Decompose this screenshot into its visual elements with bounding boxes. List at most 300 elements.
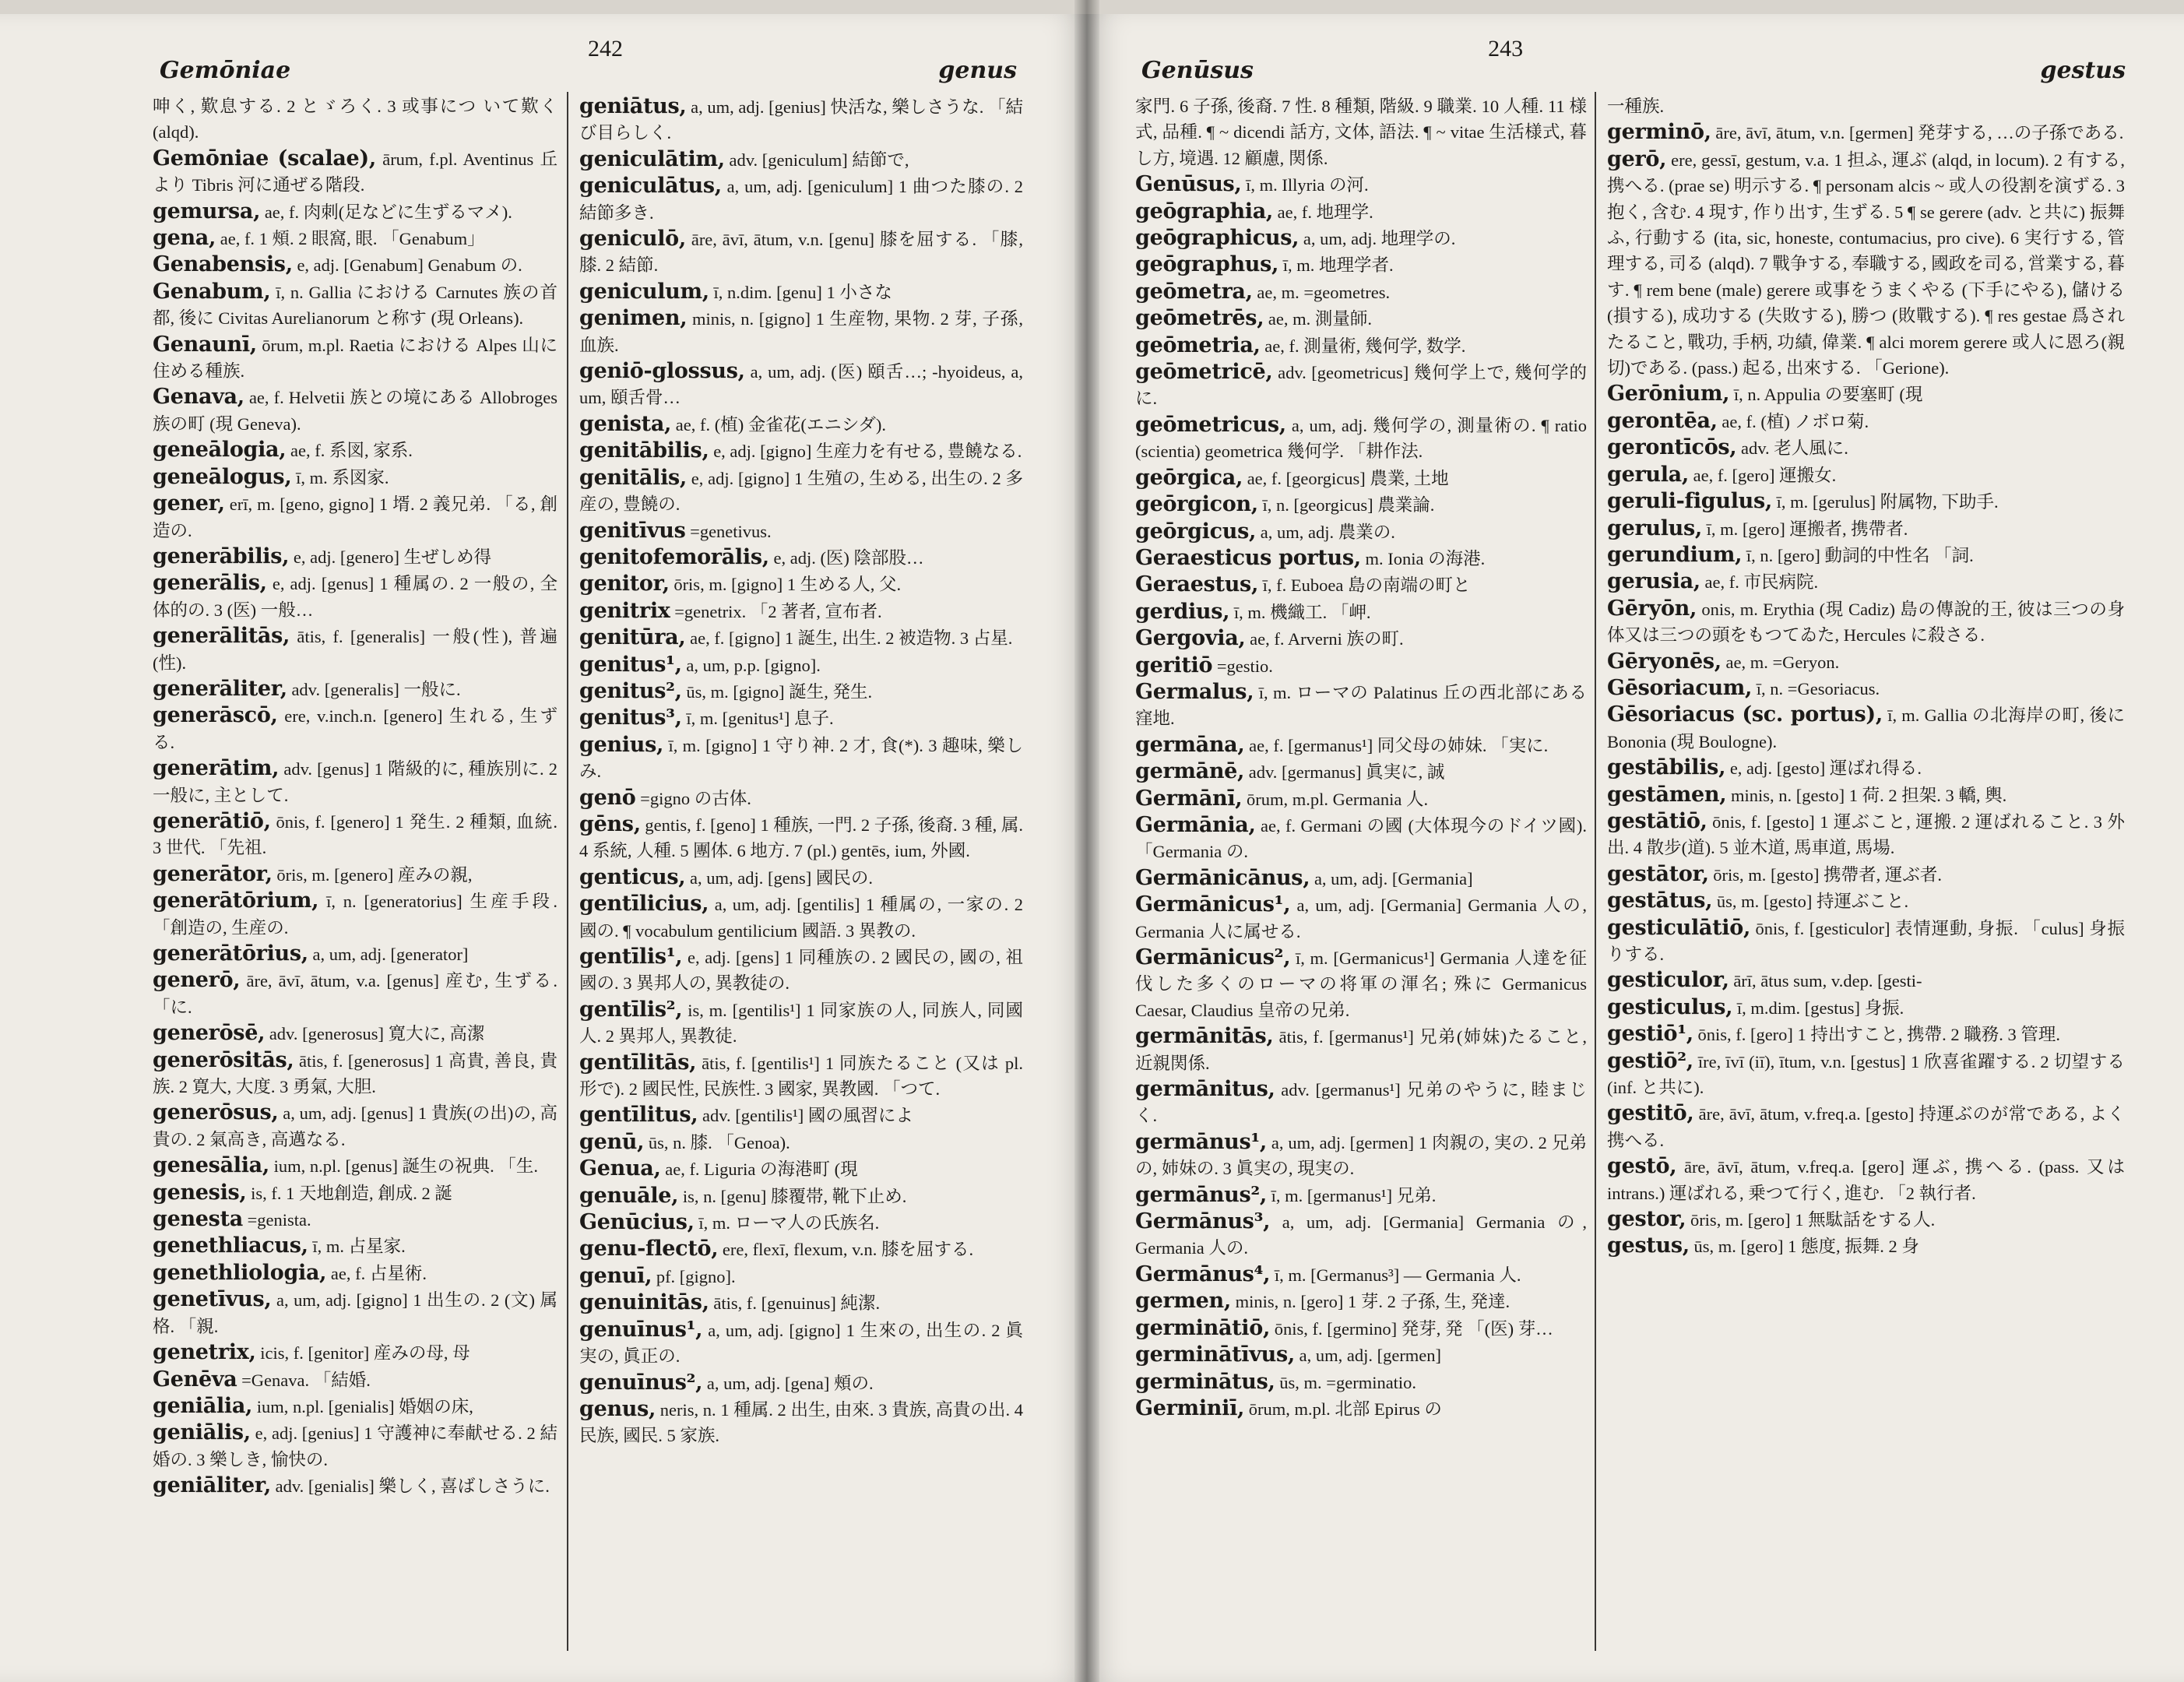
dictionary-entry [153,1473,557,1499]
dictionary-entry [153,437,557,463]
entry-headword: gesticulus, [1607,994,1733,1019]
entry-definition: ī, m. Gallia の北海岸の町, 後に Bononia (現 Boulogne). [1607,706,2125,751]
entry-definition: ere, v.inch.n. [genero] 生れる, 生ずる. [153,706,557,752]
dictionary-entry [1135,892,1587,945]
dictionary-entry [1135,625,1587,652]
entry-definition: minis, n. [gigno] 1 生産物, 果物. 2 芽, 子孫, 血族. [579,309,1023,355]
entry-headword: generōsus, [153,1100,279,1125]
entry-definition: =genista. [247,1210,311,1230]
entry-definition: īre, īvī (iī), ītum, v.n. [gestus] 1 欣喜雀躍する. 2 切望する (inf. と共に). [1607,1051,2125,1098]
page-number: 242 [588,36,624,62]
entry-definition: a, um, adj. [genius] 快活な, 樂しさうな. 「結び目らしく. [579,97,1023,143]
entry-headword: geōgraphia, [1135,199,1274,223]
dictionary-entry [1135,93,1587,171]
entry-headword: geōgraphus, [1135,252,1279,277]
entry-headword: geniāliter, [153,1473,271,1498]
entry-headword: gentīlis¹, [579,945,683,969]
entry-definition: ī, m. [gerulus] 附属物, 下助手. [1776,492,1999,512]
dictionary-entry [1135,545,1587,572]
entry-definition: ae, f. Arverni 族の町. [1250,629,1404,649]
entry-definition: ātis, f. [germanus¹] 兄弟(姉妹)たること, 近親関係. [1135,1027,1587,1073]
entry-headword: Germānia, [1135,812,1256,837]
dictionary-entry [153,332,557,385]
dictionary-entry [153,464,557,491]
entry-definition: a, um, adj. [Germania] [1314,868,1473,889]
dictionary-entry [1607,755,2125,781]
entry-definition: ōnis, f. [gesticulor] 表情運動, 身振. 「culus] 身振りする. [1607,918,2125,964]
dictionary-entry [579,678,1023,705]
entry-headword: genitor, [579,572,670,596]
dictionary-entry [153,888,557,941]
entry-definition: a, um, adj. [geniculum] 1 曲つた膝の. 2 結節多き. [579,177,1023,223]
entry-definition: ī, n. [georgicus] 農業論. [1262,495,1435,516]
entry-definition: 家門. 6 子孫, 後裔. 7 性. 8 種類, 階級. 9 職業. 10 人種. 11 様式, 品種. ¶ ~ dicendi 話方, 文体, 語法. ¶ ~ vitae 生活様式, 暮し方, 境遇. 12 顧慮, 関係. [1135,97,1587,168]
entry-definition: ātis, f. [generalis] 一般(性), 普遍(性). [153,627,557,673]
entry-definition: ere, gessī, gestum, v.a. 1 担ふ, 運ぶ (alqd, in locum). 2 有する, 携へる. (prae se) 明示する. ¶ personam alcis ~ 或人の役割を演ずる. 3 抱く, 含む. 4 現す, 作り出す, 生ずる. 5 ¶ se gerere (adv. と共に) 振舞ふ, 行動する (ita, sic, honeste, contumacius, pro cive). 6 実行する, 管理する, 司る (alqd). 7 戰争する, 奉職する, 國政を司る, 営業する, 暮す. ¶ rem bene (male) gerere 或事をうまくやる (下手にやる), 儲ける (損する), 成功する (失敗する), 勝つ (敗戰する). ¶ res gestae 爲されたること, 戰功, 手柄, 功績, 偉業. ¶ alci morem gerere 或人に恩ろ(親切)である. (pass.) 起る, 出來する. 「Gerione). [1607,150,2125,378]
entry-headword: generātiō, [153,808,271,833]
dictionary-entry [1135,812,1587,865]
dictionary-entry [579,1129,1023,1156]
dictionary-entry [1607,967,2125,994]
entry-headword: gerundium, [1607,542,1743,567]
entry-headword: genitus³, [579,706,682,730]
entry-headword: gesticulātiō, [1607,915,1751,940]
entry-headword: genesālia, [153,1153,269,1178]
entry-definition: e, adj. [genius] 1 守護神に奉献せる. 2 結婚の. 3 樂しき, 愉快の. [153,1423,557,1469]
entry-headword: generōsē, [153,1021,266,1046]
dictionary-entry [579,1290,1023,1316]
dictionary-entry [1135,653,1587,679]
dictionary-entry [579,864,1023,891]
guide-word-right: gestus [2040,57,2126,84]
dictionary-entry [1607,808,2125,861]
entry-headword: Geraesticus portus, [1135,545,1361,570]
entry-headword: generōsitās, [153,1047,294,1072]
dictionary-entry [1135,519,1587,545]
dictionary-entry [1607,119,2125,146]
entry-headword: geneālogus, [153,464,292,489]
entry-headword: genuāle, [579,1183,679,1208]
entry-definition: ae, f. 系図, 家系. [290,441,413,461]
entry-definition: ōris, m. [genero] 産みの親, [276,864,473,885]
entry-headword: geōmetra, [1135,279,1253,304]
dictionary-entry [153,676,557,702]
entry-headword: geniculātim, [579,146,725,171]
entry-headword: gestō, [1607,1154,1677,1179]
entry-definition: ae, f. Liguria の海港町 (現 [665,1159,858,1180]
dictionary-entry [1135,758,1587,785]
dictionary-entry [153,146,557,199]
entry-headword: geōmetricus, [1135,412,1286,437]
entry-definition: ī, n. Appulia の要塞町 (現 [1733,385,1923,405]
entry-headword: genitus¹, [579,652,682,677]
dictionary-entry [579,93,1023,146]
entry-definition: a, um, p.p. [gigno]. [686,655,821,675]
entry-headword: germinātiō, [1135,1315,1271,1340]
dictionary-entry [1135,1369,1587,1395]
dictionary-entry [1607,675,2125,702]
dictionary-entry [579,1102,1023,1128]
entry-headword: generālis, [153,571,267,596]
entry-definition: a, um, adj. [gena] 頰の. [706,1373,874,1393]
dictionary-entry [1607,1153,2125,1206]
dictionary-entry [579,544,1023,571]
entry-headword: geniculō, [579,227,686,252]
entry-definition: ī, m. 占星家. [312,1237,406,1257]
entry-definition: a, um, adj. 農業の. [1260,522,1395,542]
dictionary-entry [579,1317,1023,1370]
entry-headword: genō [579,785,636,810]
entry-headword: gestitō, [1607,1101,1694,1126]
entry-definition: =gigno の古体. [640,788,751,808]
dictionary-entry [153,1286,557,1339]
entry-headword: genius, [579,732,664,757]
entry-definition: adv. [gentilis¹] 國の風習によ [702,1106,913,1126]
entry-definition: minis, n. [gero] 1 芽. 2 子孫, 生, 発達. [1235,1292,1511,1312]
entry-headword: Germānus³, [1135,1209,1271,1234]
entry-definition: neris, n. 1 種属. 2 出生, 由來. 3 貴族, 高貴の出. 4 民族, 國民. 5 家族. [579,1399,1023,1446]
entry-headword: gerulus, [1607,516,1703,540]
entry-headword: Genabensis, [153,252,293,277]
dictionary-entry [1135,1076,1587,1129]
entry-headword: Gemōniae (scalae), [153,146,376,171]
dictionary-entry [153,967,557,1020]
entry-headword: germinātus, [1135,1369,1275,1394]
entry-headword: genimen, [579,306,688,331]
dictionary-entry [1135,572,1587,598]
entry-headword: Gēryōn, [1607,596,1697,621]
entry-definition: ae, m. 測量師. [1268,309,1373,329]
entry-headword: Gēsoriacus (sc. portus), [1607,702,1883,727]
entry-definition: ae, f. 市民病院. [1704,572,1819,593]
entry-headword: geōgraphicus, [1135,226,1299,251]
entry-headword: Genēva [153,1367,237,1392]
entry-definition: a, um, adj. [gigno] 1 出生の. 2 (文) 属格. 「親. [153,1290,557,1336]
dictionary-entry [153,1206,557,1233]
entry-definition: ī, m. 地理学者. [1282,255,1394,276]
dictionary-entry [579,732,1023,785]
dictionary-entry [579,997,1023,1050]
entry-headword: generāscō, [153,703,278,728]
dictionary-entry [1135,865,1587,892]
entry-headword: gestābilis, [1607,755,1726,780]
entry-headword: generō, [153,968,241,993]
entry-headword: Germiniī, [1135,1395,1245,1420]
entry-definition: e, adj. [genus] 1 種属の. 2 一般の, 全体的の. 3 (医) 一般… [153,574,557,620]
right-page-header [1141,30,2126,84]
dictionary-entry [1135,359,1587,412]
entry-headword: generābilis, [153,544,290,568]
entry-definition: ī, m. [Germanus³] — Germania 人. [1274,1265,1521,1285]
entry-definition: is, n. [genu] 膝覆帯, 靴下止め. [682,1186,907,1206]
dictionary-entry [1135,1342,1587,1368]
entry-definition: ī, n.dim. [genu] 1 小さな [713,282,892,302]
dictionary-entry [1607,381,2125,407]
entry-headword: generātōrius, [153,941,308,966]
dictionary-entry [1607,596,2125,649]
entry-definition: e, adj. [genero] 生ぜしめ得 [293,547,492,567]
dictionary-entry [1135,333,1587,359]
dictionary-entry [579,1156,1023,1182]
dictionary-entry [579,1370,1023,1396]
dictionary-entry [579,785,1023,811]
entry-headword: genitābilis, [579,438,709,463]
entry-definition: =genetivus. [690,521,772,541]
entry-definition: ōnis, f. [genero] 1 発生. 2 種類, 血統. 3 世代. 「先祖. [153,811,557,858]
entry-definition: a, um, adj. 幾何学の, 測量術の. ¶ ratio (scientia) geometrica 幾何学. 「耕作法. [1135,415,1587,462]
dictionary-entry [153,279,557,332]
entry-headword: genitrix [579,598,670,623]
entry-definition: gentis, f. [geno] 1 種族, 一門. 2 子孫, 後裔. 3 種, 属. 4 系統, 人種. 5 團体. 6 地方. 7 (pl.) gentēs, ium, 外國. [579,815,1023,861]
entry-headword: gestor, [1607,1207,1686,1232]
dictionary-entry [1135,279,1587,305]
dictionary-entry [1135,1023,1587,1076]
entry-headword: geōrgicon, [1135,492,1258,517]
entry-definition: ōnis, f. [gesto] 1 運ぶこと, 運搬. 2 運ばれること. 3 外出. 4 散步(道). 5 並木道, 馬車道, 馬場. [1607,811,2125,858]
entry-headword: germāna, [1135,732,1245,757]
entry-definition: e, adj. [gens] 1 同種族の. 2 國民の, 國の, 祖國の. 3 異邦人の, 異教徒の. [579,948,1023,994]
entry-definition: ī, n. Gallia における Carnutes 族の首都, 後に Civitas Aurelianorum と称す (現 Orleans). [153,282,557,329]
entry-definition: ere, flexī, flexum, v.n. 膝を屈する. [722,1240,974,1260]
dictionary-entry [153,199,557,225]
entry-headword: geōmetricē, [1135,360,1273,385]
dictionary-entry [1607,1021,2125,1047]
dictionary-entry [1607,702,2125,755]
entry-definition: adv. [geniculum] 結節で, [729,150,909,170]
entry-headword: geneālogia, [153,438,287,463]
entry-definition: ae, f. [georgicus] 農業, 土地 [1247,468,1449,488]
entry-definition: ōris, m. [gero] 1 無駄話をする人. [1690,1210,1936,1230]
entry-headword: gerula, [1607,462,1689,487]
entry-definition: ī, m. [Germanicus¹] Germania 人達を征伐した多くのローマの将軍の渾名; 殊に Germanicus Caesar, Claudius 皇帝の兄弟. [1135,948,1587,1020]
entry-headword: germānus¹, [1135,1129,1268,1154]
dictionary-entry [1135,1129,1587,1182]
dictionary-entry [1135,1182,1587,1209]
dictionary-entry [1135,732,1587,758]
entry-headword: genesta [153,1207,243,1232]
dictionary-entry [1135,1288,1587,1314]
left-page-header [160,30,1017,84]
entry-definition: e, adj. [gigno] 1 生殖の, 生める, 出生の. 2 多産の, 豊饒の. [579,468,1023,515]
entry-definition: =Genava. 「結婚. [241,1370,371,1390]
entry-definition: a, um, adj. [gigno] 1 生來の, 出生の. 2 眞実の, 眞正の. [579,1320,1023,1367]
entry-definition: adv. 老人風に. [1741,438,1848,459]
dictionary-entry [153,544,557,570]
dictionary-entry [579,358,1023,411]
column-right [1607,93,2125,1674]
entry-definition: ī, m. [germanus¹] 兄弟. [1271,1185,1437,1205]
dictionary-entry [1607,1048,2125,1101]
entry-headword: Germānus⁴, [1135,1262,1271,1286]
entry-headword: germānus², [1135,1182,1268,1207]
dictionary-entry [579,411,1023,438]
entry-headword: gēns, [579,811,641,836]
dictionary-entry [1135,1315,1587,1342]
dictionary-entry [1607,1233,2125,1259]
entry-headword: Genava, [153,385,244,410]
entry-headword: gestātus, [1607,889,1713,913]
entry-definition: ōnis, f. [gero] 1 持出すこと, 携帶. 2 職務. 3 管理. [1697,1025,2061,1045]
entry-definition: ūs, m. [gigno] 誕生, 発生. [686,681,873,702]
dictionary-entry [1135,491,1587,518]
dictionary-entry [579,1263,1023,1290]
dictionary-entry [1607,408,2125,435]
dictionary-entry [1607,782,2125,808]
entry-headword: genuīnus¹, [579,1317,703,1342]
entry-headword: geōmetria, [1135,333,1261,357]
entry-definition: ūs, m. [gero] 1 態度, 振舞. 2 身 [1693,1237,1919,1257]
entry-headword: generātōrium, [153,889,319,913]
dictionary-entry [1607,462,2125,488]
entry-definition: ī, m. 系図家. [296,467,389,487]
entry-headword: Gēsoriacum, [1607,675,1753,700]
entry-headword: geniō-glossus, [579,359,745,384]
entry-definition: ī, m.dim. [gestus] 身振. [1736,998,1904,1018]
entry-definition: minis, n. [gesto] 1 荷. 2 担架. 3 轎, 輿. [1730,785,2007,805]
dictionary-entry [1607,93,2125,119]
entry-headword: generātim, [153,756,280,781]
entry-definition: e, adj. [gesto] 運ばれ得る. [1729,758,1922,779]
dictionary-entry [1607,1100,2125,1153]
entry-definition: ae, f. 測量術, 幾何学, 数学. [1264,336,1466,356]
dictionary-entry [1607,568,2125,595]
entry-definition: m. Ionia の海港. [1365,548,1486,568]
dictionary-entry [1135,412,1587,465]
entry-headword: genetrix, [153,1340,256,1365]
entry-headword: geritiō [1135,653,1213,677]
dictionary-entry [153,1367,557,1393]
dictionary-entry [579,438,1023,464]
dictionary-entry [1135,465,1587,491]
dictionary-entry [579,598,1023,625]
dictionary-entry [153,491,557,544]
dictionary-entry [153,1420,557,1473]
dictionary-entry [1135,1209,1587,1262]
entry-headword: Genua, [579,1156,661,1181]
dictionary-entry [1135,225,1587,252]
entry-headword: geruli-figulus, [1607,489,1773,514]
column-divider [1595,92,1596,1651]
dictionary-entry [1135,1395,1587,1422]
entry-headword: generālitās, [153,624,290,649]
entry-headword: germānitus, [1135,1077,1275,1102]
entry-headword: gentīlitus, [579,1103,698,1128]
entry-definition: a, um, adj. [gentilis] 1 種属の, 一家の. 2 國の. ¶ vocabulum gentilicium 國語. 3 異教の. [579,895,1023,941]
entry-definition: a, um, adj. [germen] [1299,1346,1442,1366]
page-number: 243 [1488,36,1524,62]
dictionary-entry [1135,305,1587,332]
guide-word-right: genus [938,57,1017,84]
dictionary-entry [153,623,557,676]
dictionary-entry [153,1020,557,1047]
entry-definition: ae, f. Germani の國 (大体現今のドイツ國). 「Germania の. [1135,815,1587,862]
entry-definition: a, um, adj. 地理学の. [1303,229,1456,249]
dictionary-entry [153,570,557,623]
entry-headword: geniālia, [153,1393,253,1418]
entry-definition: adv. [geometricus] 幾何学上で, 幾何学的に. [1135,363,1587,409]
entry-definition: āre, āvī, ātum, v.n. [genu] 膝を屈する. 「膝, 膝. 2 結節. [579,230,1023,276]
dictionary-entry [153,252,557,278]
entry-definition: āre, āvī, ātum, v.a. [genus] 産む, 生ずる. 「に. [153,971,557,1017]
dictionary-entry [1607,542,2125,568]
entry-definition: ī, m. ローマの Palatinus 丘の西北部にある窪地. [1135,682,1587,729]
book-gutter [1074,0,1099,1682]
entry-definition: ātis, f. [generosus] 1 高貴, 善良, 貴族. 2 寛大, 大度. 3 勇氣, 大胆. [153,1050,557,1097]
entry-definition: ōris, m. [gesto] 携帶者, 運ぶ者. [1713,864,1943,885]
dictionary-entry [153,384,557,437]
entry-definition: ī, m. [genitus¹] 息子. [686,709,834,729]
dictionary-entry [579,705,1023,731]
entry-definition: ī, m. [gero] 運搬者, 携帶者. [1706,519,1908,539]
entry-definition: ōnis, f. [germino] 発芽, 発 「(医) 芽… [1274,1318,1553,1339]
dictionary-entry [579,305,1023,358]
entry-headword: geniculum, [579,279,709,304]
entry-definition: is, m. [gentilis¹] 1 同家族の人, 同族人, 同國人. 2 異邦人, 異教徒. [579,1000,1023,1047]
dictionary-entry [153,808,557,861]
entry-definition: ae, f. [gigno] 1 誕生, 出生. 2 被造物. 3 占星. [690,628,1013,649]
entry-definition: a, um, adj. [Germania] Germania の, Germania 人の. [1135,1212,1587,1258]
entry-headword: germinō, [1607,120,1711,145]
right-page [1087,14,2184,1682]
entry-definition: =genetrix. 「2 著者, 宣布者. [674,601,882,621]
dictionary-entry [1135,252,1587,278]
dictionary-entry [579,146,1023,173]
dictionary-entry [1135,945,1587,1023]
entry-definition: e, adj. [Genabum] Genabum の. [297,255,522,276]
entry-headword: genitūra, [579,625,686,650]
entry-definition: ī, m. 機織工. 「岬. [1233,602,1371,622]
entry-headword: Genūcius, [579,1210,695,1235]
entry-definition: ūs, n. 膝. 「Genoa). [648,1132,790,1152]
entry-headword: Gergovia, [1135,626,1246,651]
entry-definition: ī, m. Illyria の河. [1246,175,1369,195]
entry-definition: ae, f. (植) ノボロ菊. [1722,411,1869,431]
entry-definition: āre, āvī, ātum, v.n. [germen] 発芽する, …の子孫である. [1715,123,2124,143]
entry-headword: gener, [153,491,225,516]
entry-definition: a, um, adj. [generator] [312,945,469,964]
entry-headword: germinātīvus, [1135,1342,1295,1367]
entry-headword: gesticulor, [1607,968,1729,993]
entry-definition: ae, f. 地理学. [1277,202,1373,222]
dictionary-entry [1607,915,2125,968]
entry-headword: gentīlis², [579,997,683,1022]
entry-headword: Germānicus¹, [1135,892,1291,917]
entry-definition: ium, n.pl. [genus] 誕生の祝典. 「生. [273,1156,538,1177]
dictionary-entry [579,518,1023,544]
entry-definition: is, f. 1 天地創造, 創成. 2 誕 [251,1183,452,1203]
entry-headword: gestāmen, [1607,782,1727,807]
entry-headword: genethliacus, [153,1233,308,1258]
entry-definition: e, adj. (医) 陰部股… [773,547,924,568]
entry-definition: ātis, f. [genuinus] 純潔. [713,1293,881,1314]
entry-definition: 呻く, 歎息する. 2 とゞろく. 3 或事につ いて歎く (alqd). [153,97,557,143]
entry-definition: āre, āvī, ātum, v.freq.a. [gesto] 持運ぶのが常である, よく携へる. [1607,1104,2125,1150]
entry-headword: Genabum, [153,279,271,304]
dictionary-entry [153,702,557,755]
entry-definition: ōrum, m.pl. Germania 人. [1247,789,1429,809]
entry-definition: ae, m. =geometres. [1257,282,1391,302]
entry-headword: genitus², [579,678,682,703]
dictionary-entry [1135,599,1587,625]
entry-headword: genus, [579,1396,656,1421]
entry-headword: gestus, [1607,1233,1690,1258]
entry-headword: Germānicus², [1135,945,1291,969]
entry-headword: gena, [153,226,216,251]
entry-headword: Gēryonēs, [1607,649,1722,674]
dictionary-entry [579,652,1023,678]
entry-headword: genticus, [579,864,686,889]
entry-headword: Geraestus, [1135,572,1259,597]
